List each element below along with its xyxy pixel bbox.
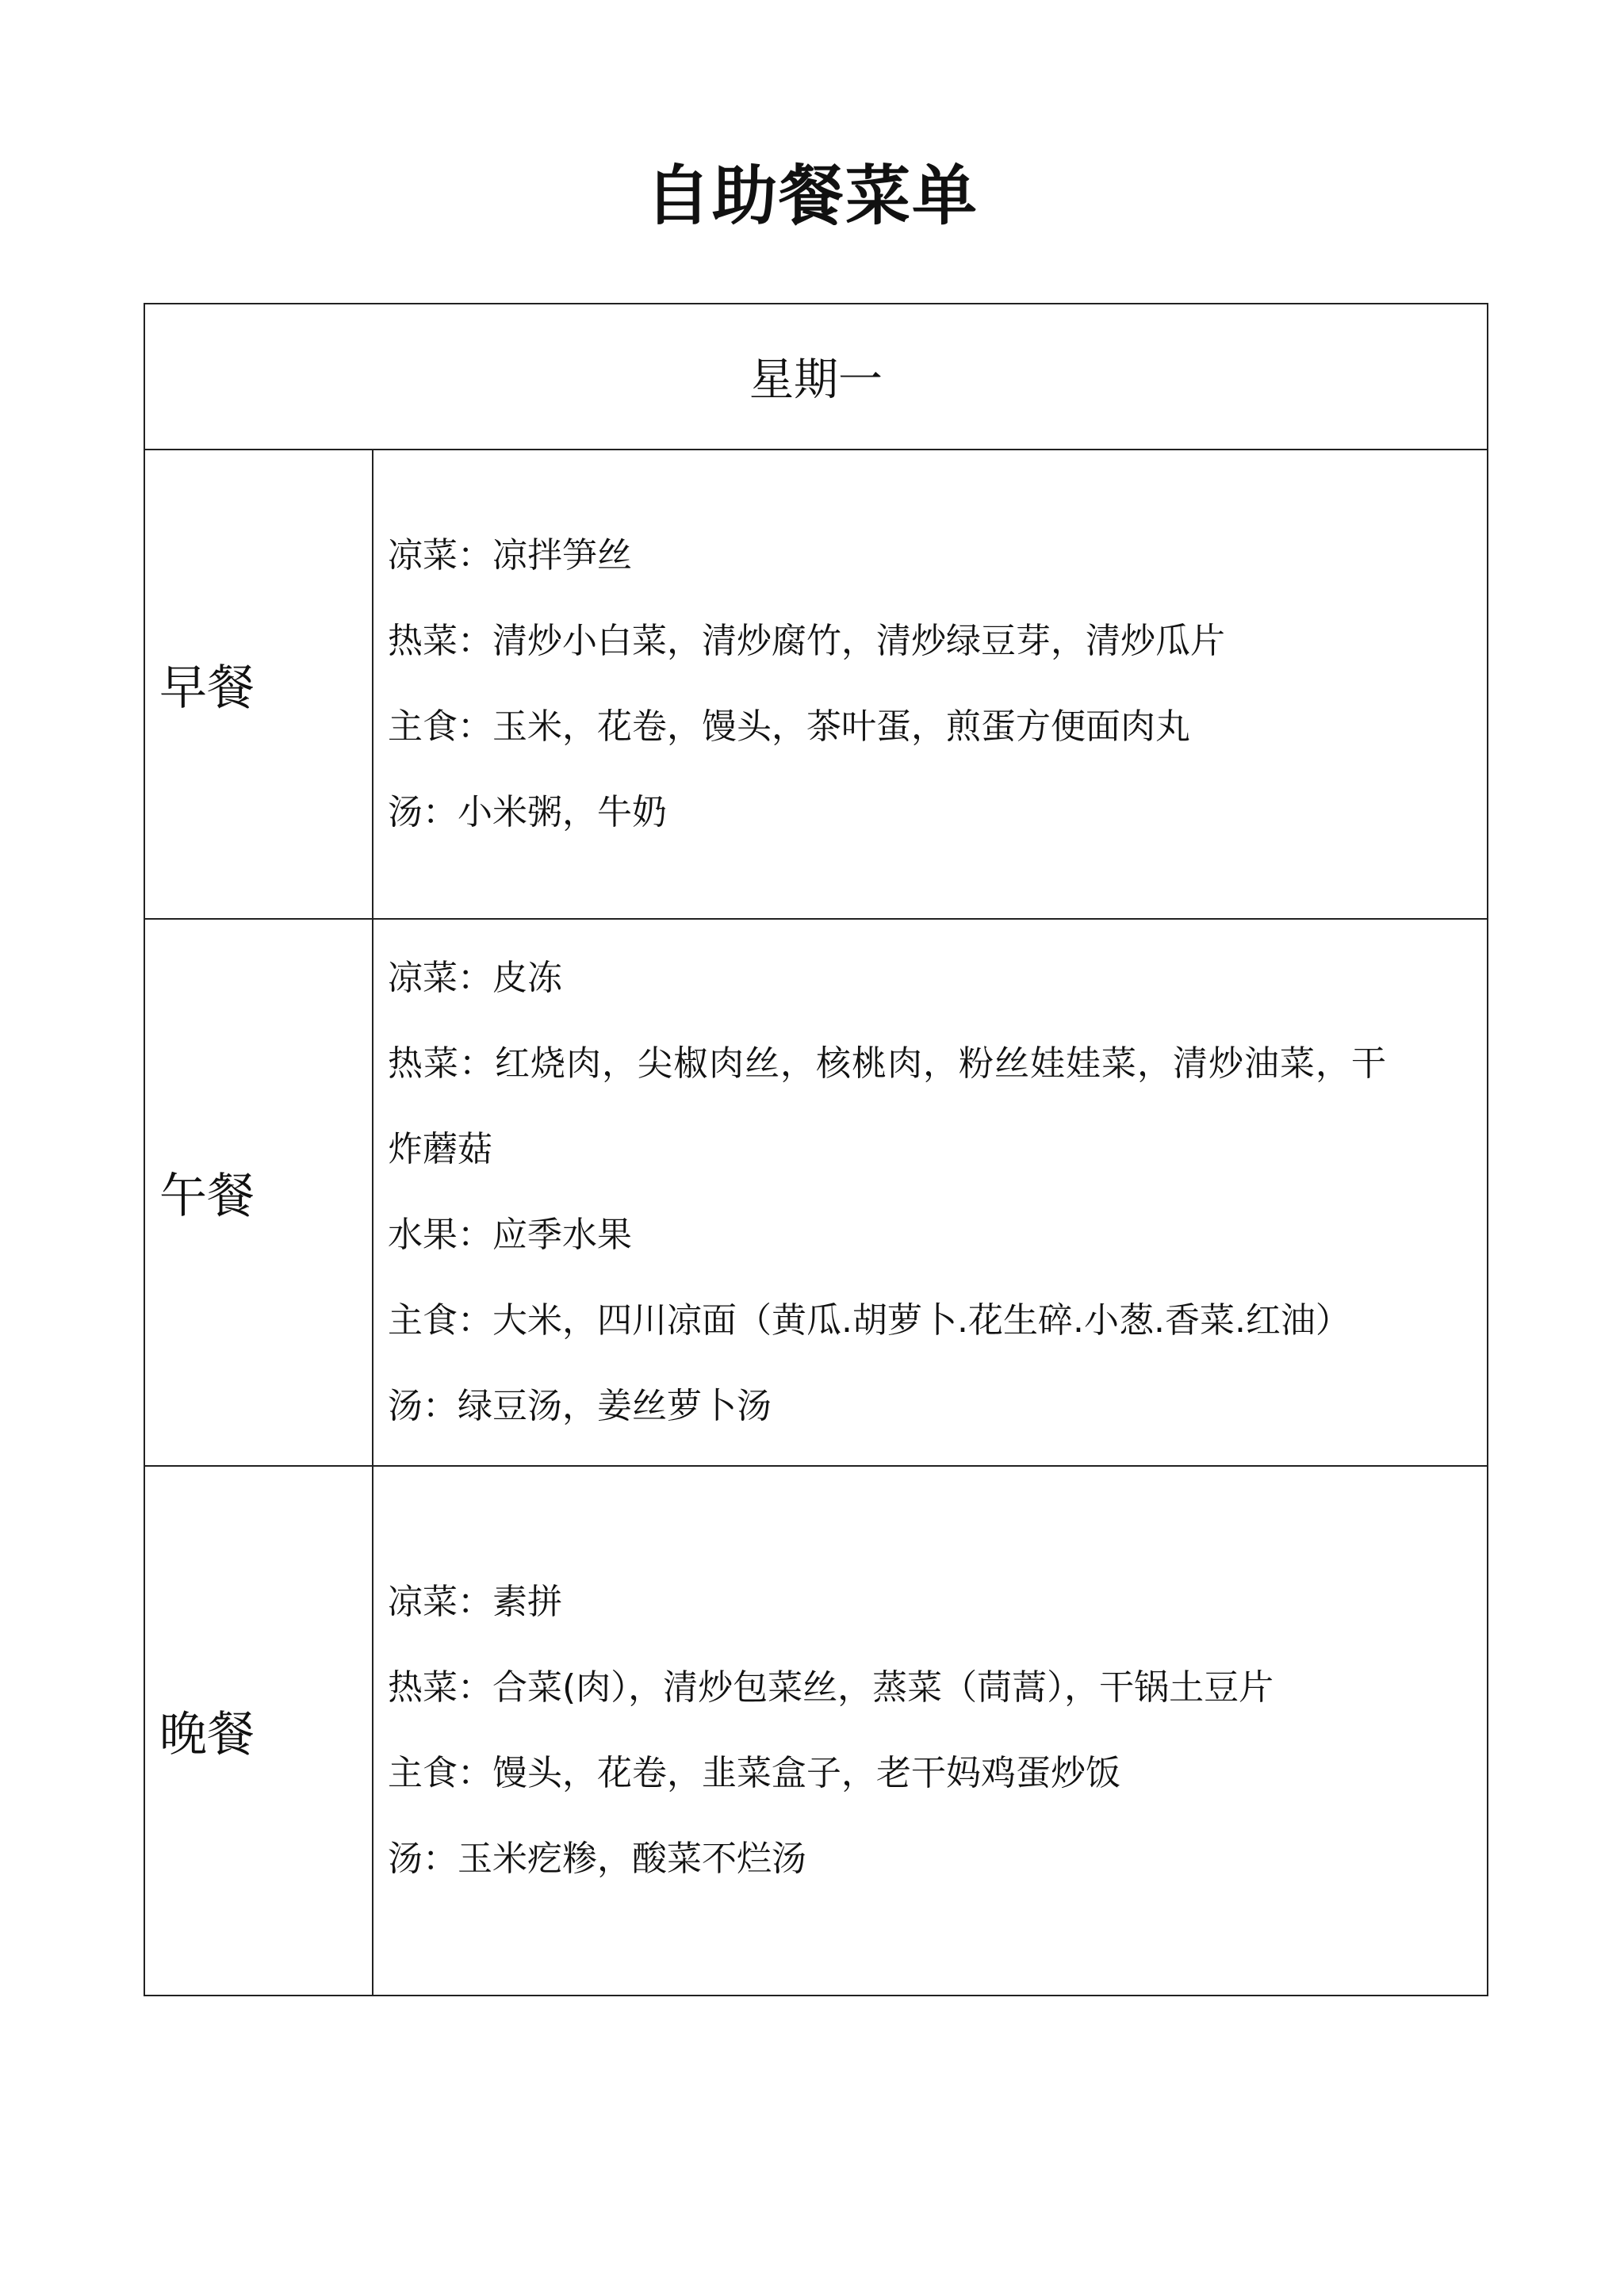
menu-line: 汤：玉米疙糁，酸菜不烂汤 xyxy=(388,1839,806,1879)
meal-row-breakfast xyxy=(144,450,1488,919)
meal-row-dinner xyxy=(144,1466,1488,1996)
meal-name-breakfast: 早餐 xyxy=(144,450,373,919)
page-title: 自助餐菜单 xyxy=(645,159,979,234)
menu-line: 凉菜：凉拌笋丝 xyxy=(388,535,632,576)
menu-line: 主食：馒头，花卷，韭菜盒子，老干妈鸡蛋炒饭 xyxy=(388,1753,1120,1793)
meal-items-dinner xyxy=(373,1466,1488,1996)
menu-line: 主食：大米，四川凉面（黄瓜.胡萝卜.花生碎.小葱.香菜.红油） xyxy=(388,1300,1350,1341)
menu-line: 热菜：清炒小白菜，清炒腐竹，清炒绿豆芽，清炒瓜片 xyxy=(388,621,1225,661)
menu-line: 热菜：合菜(肉），清炒包菜丝，蒸菜（茼蒿），干锅土豆片 xyxy=(388,1667,1274,1708)
menu-line: 水果：应季水果 xyxy=(388,1215,632,1255)
meal-name-lunch: 午餐 xyxy=(144,919,373,1466)
menu-line: 凉菜：素拼 xyxy=(388,1582,562,1622)
menu-line: 凉菜：皮冻 xyxy=(388,958,562,998)
menu-line: 热菜：红烧肉，尖椒肉丝，核桃肉，粉丝娃娃菜，清炒油菜，干 xyxy=(388,1043,1387,1084)
day-header-row xyxy=(144,304,1488,450)
meal-items-lunch xyxy=(373,919,1488,1466)
menu-line: 汤：绿豆汤，姜丝萝卜汤 xyxy=(388,1386,772,1426)
meal-name-dinner: 晚餐 xyxy=(144,1466,373,1996)
menu-table xyxy=(144,303,1488,1996)
day-label: 星期一 xyxy=(144,304,1488,450)
menu-line: 汤：小米粥，牛奶 xyxy=(388,792,667,832)
menu-line: 主食：玉米，花卷，馒头，茶叶蛋，煎蛋方便面肉丸 xyxy=(388,706,1190,747)
meal-items-breakfast xyxy=(373,450,1488,919)
menu-line: 炸蘑菇 xyxy=(388,1129,492,1169)
meal-row-lunch xyxy=(144,919,1488,1466)
